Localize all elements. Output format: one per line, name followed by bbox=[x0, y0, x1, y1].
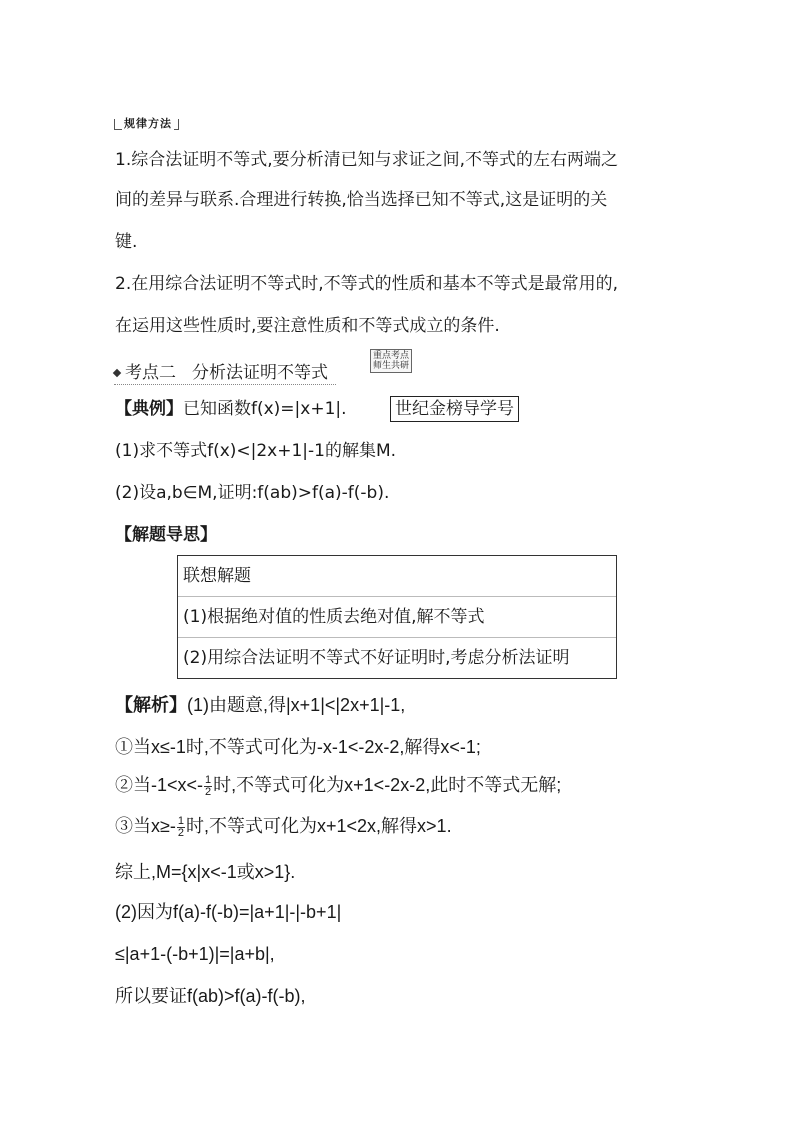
guide-tag: 【解题导思】 bbox=[115, 525, 217, 545]
example-q2: (2)设a,b∈M,证明:f(ab)>f(a)-f(-b). bbox=[115, 483, 390, 503]
section-tag: 规律方法 bbox=[114, 115, 179, 131]
kaodian-heading bbox=[114, 362, 336, 385]
example-statement bbox=[115, 398, 347, 420]
tag-bracket-icon bbox=[174, 119, 179, 130]
solution-line-2: ①当x≤-1时,不等式可化为-x-1<-2x-2,解得x<-1; bbox=[115, 737, 481, 757]
kaodian-label: 考点二 bbox=[125, 363, 176, 383]
guide-row: (2)用综合法证明不等式不好证明时,考虑分析法证明 bbox=[183, 648, 570, 668]
example-text: 已知函数f(x)=|x+1|. bbox=[183, 399, 347, 419]
method-line-4: 2.在用综合法证明不等式时,不等式的性质和基本不等式是最常用的, bbox=[115, 274, 619, 294]
solution-line-6: (2)因为f(a)-f(-b)=|a+1|-|-b+1| bbox=[115, 902, 342, 922]
method-line-1: 1.综合法证明不等式,要分析清已知与求证之间,不等式的左右两端之 bbox=[115, 150, 619, 170]
diamond-icon bbox=[113, 369, 121, 377]
fraction: $\frac{1}{2}$ bbox=[205, 773, 212, 798]
method-line-3: 键. bbox=[115, 232, 138, 252]
kaodian-title: 分析法证明不等式 bbox=[192, 363, 328, 383]
solution-line-5: 综上,M={x|x<-1或x>1}. bbox=[115, 862, 296, 882]
method-line-2: 间的差异与联系.合理进行转换,恰当选择已知不等式,这是证明的关 bbox=[115, 190, 608, 210]
example-q1: (1)求不等式f(x)<|2x+1|-1的解集M. bbox=[115, 441, 397, 461]
guide-row: (1)根据绝对值的性质去绝对值,解不等式 bbox=[178, 597, 616, 638]
example-tag: 【典例】 bbox=[115, 399, 183, 419]
method-line-5: 在运用这些性质时,要注意性质和不等式成立的条件. bbox=[115, 316, 500, 336]
solution-line-8: 所以要证f(ab)>f(a)-f(-b), bbox=[115, 986, 306, 1006]
example-boxed-label: 世纪金榜导学号 bbox=[390, 396, 519, 422]
solution-line-4: ③当x≥- $\frac{1}{2}$ 时,不等式可化为x+1<2x,解得x>1. bbox=[115, 814, 452, 839]
solution-line-7: ≤|a+1-(-b+1)|=|a+b|, bbox=[115, 944, 275, 964]
guide-table bbox=[177, 555, 617, 679]
tag-bracket-icon bbox=[114, 119, 122, 130]
fraction: $\frac{1}{2}$ bbox=[177, 814, 184, 839]
solution-line-3: ②当-1<x<- $\frac{1}{2}$ 时,不等式可化为x+1<-2x-2,此时不等式无解; bbox=[115, 773, 562, 798]
solution-tag: 【解析】 bbox=[115, 695, 187, 715]
kaodian-stamp: 重点考点 师生共研 bbox=[370, 349, 412, 373]
guide-row: 联想解题 bbox=[178, 556, 616, 597]
solution-line-1: 【解析】(1)由题意,得|x+1|<|2x+1|-1, bbox=[115, 695, 406, 715]
